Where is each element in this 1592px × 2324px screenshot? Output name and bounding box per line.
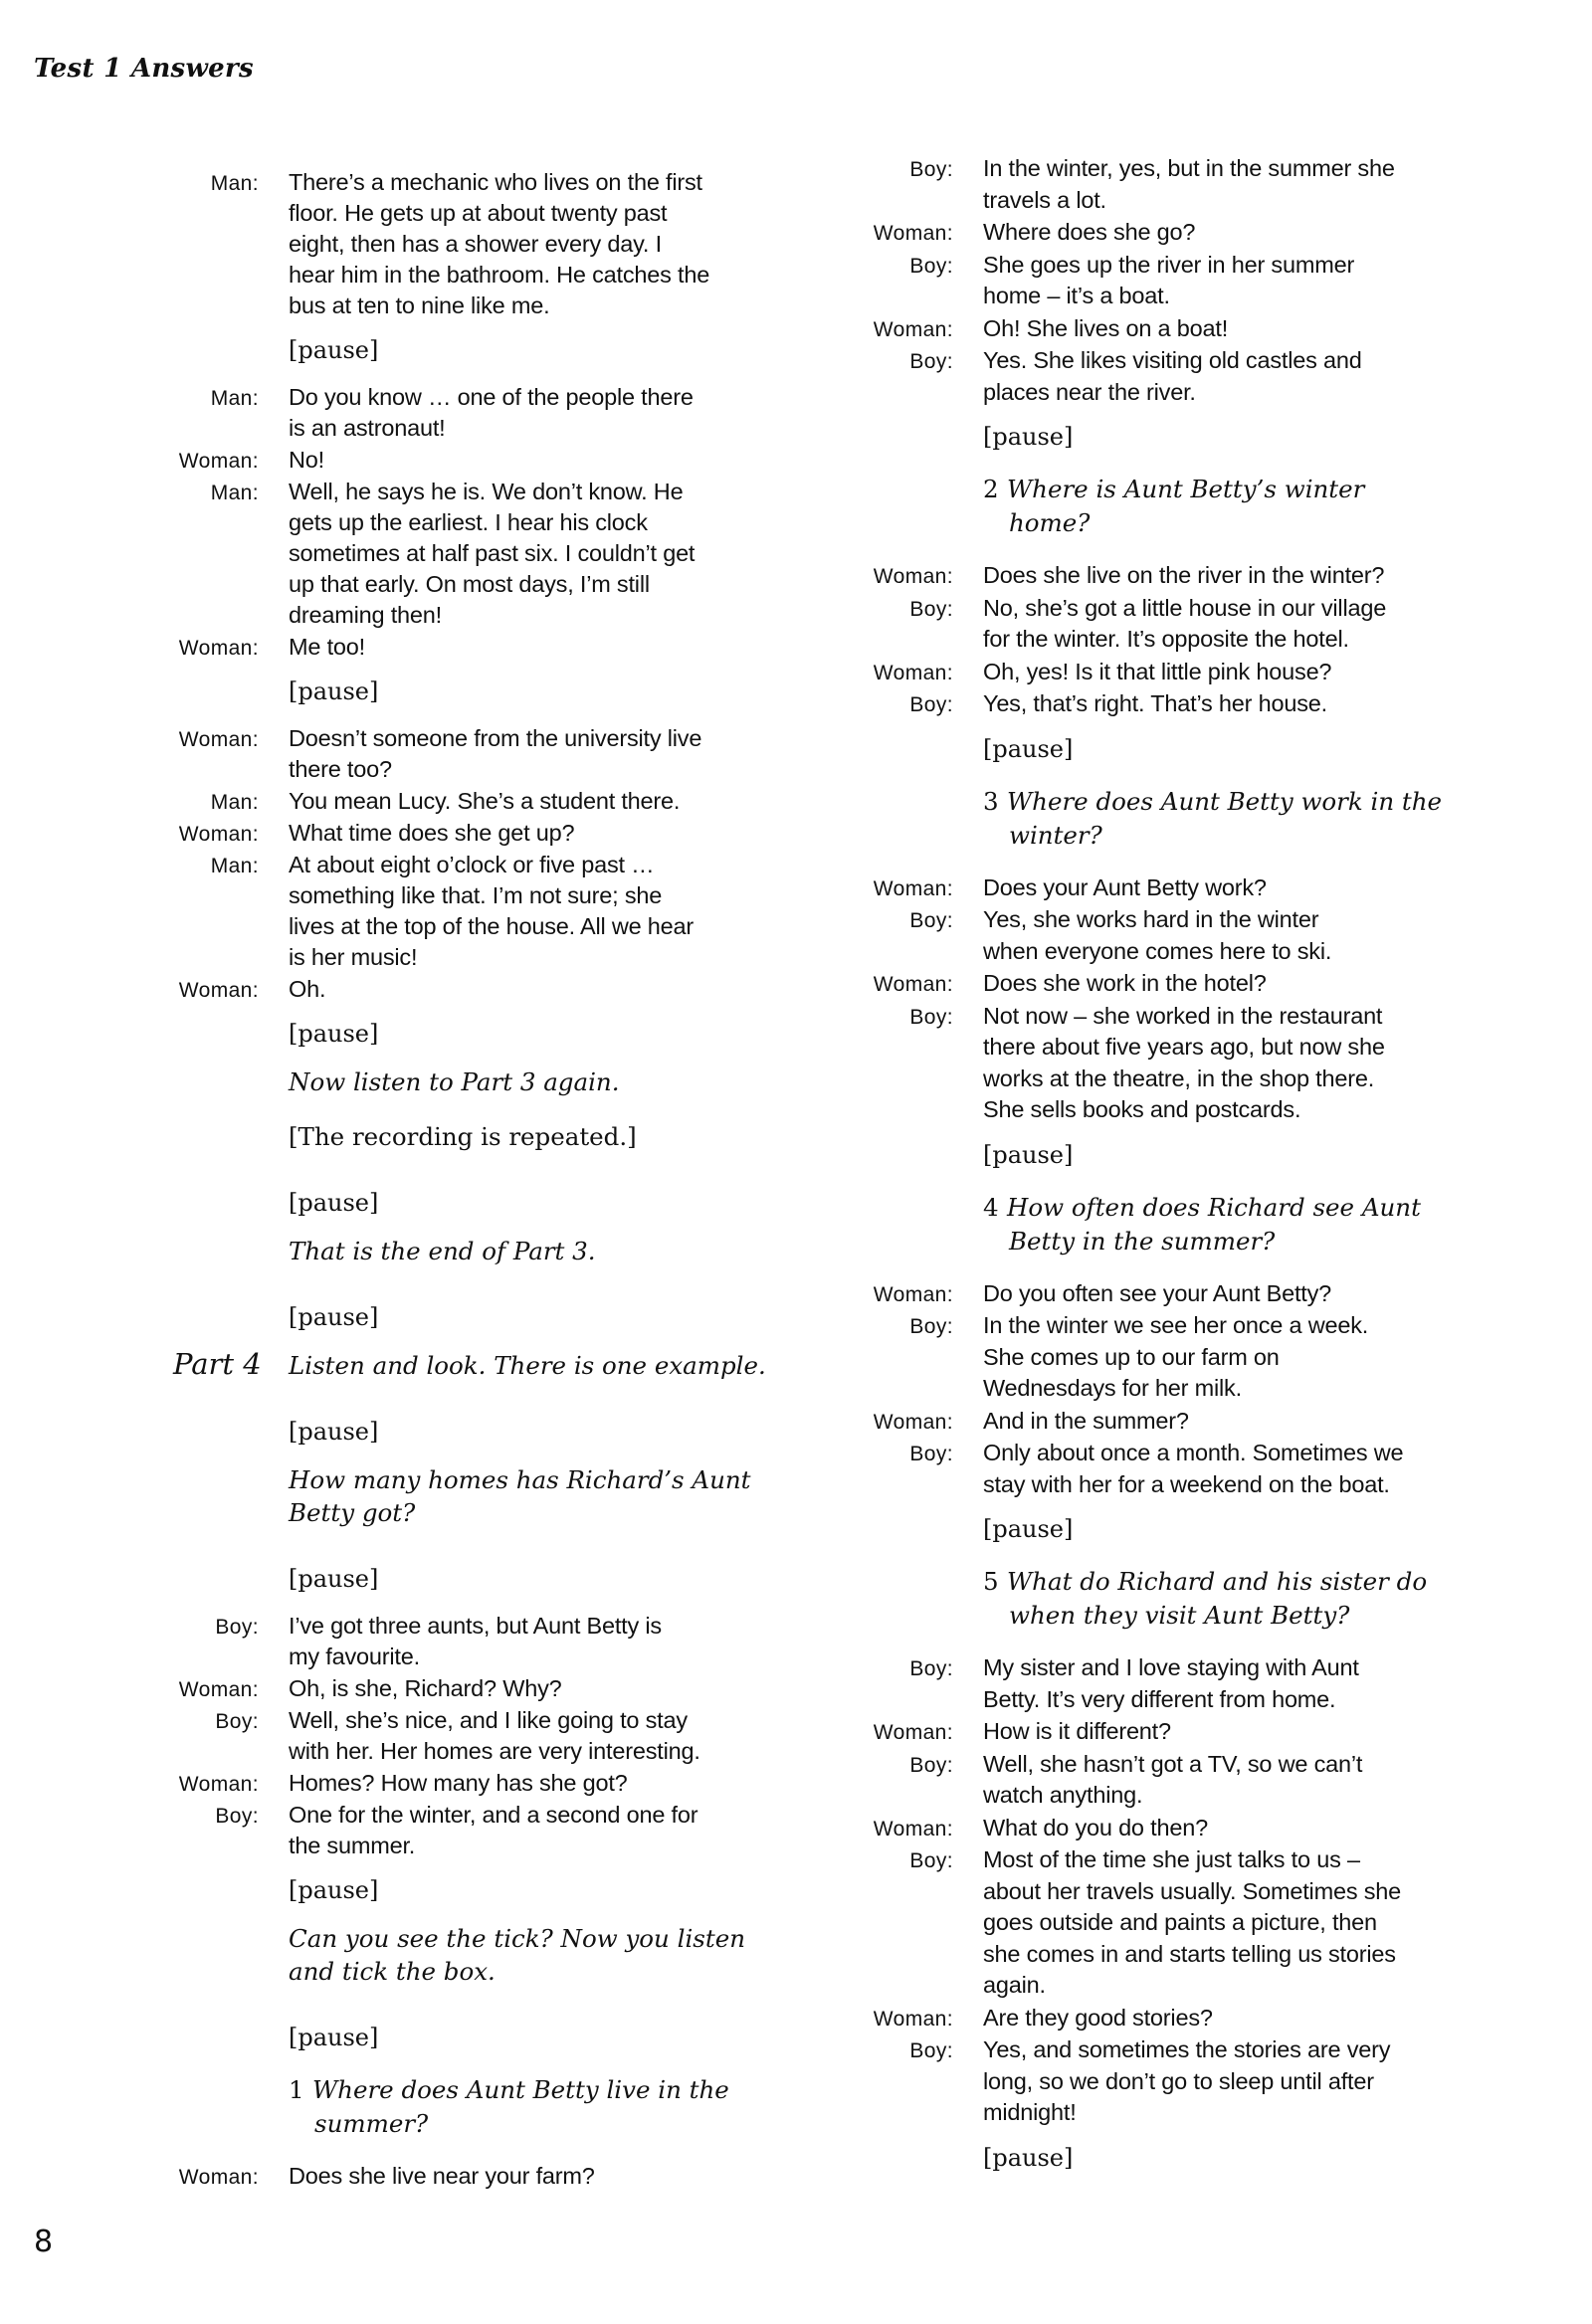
dialogue-line: What time does she get up? — [289, 820, 575, 846]
speaker-label: Woman: — [873, 661, 953, 684]
dialogue-line: Homes? How many has she got? — [289, 1770, 628, 1796]
dialogue-line: home – it’s a boat. — [983, 283, 1170, 308]
dialogue-line: stay with her for a weekend on the boat. — [983, 1470, 1390, 1497]
dialogue-line: One for the winter, and a second one for — [289, 1802, 698, 1828]
pause-cue: [pause] — [289, 1418, 379, 1446]
dialogue-line: for the winter. It’s opposite the hotel. — [983, 626, 1349, 652]
instruction-text: Listen and look. There is one example. — [289, 1351, 766, 1380]
dialogue-line: She sells books and postcards. — [983, 1096, 1301, 1122]
dialogue-line: At about eight o’clock or five past … — [289, 852, 655, 877]
question-text: Where does Aunt Betty work in the — [1007, 786, 1443, 816]
speaker-label: Woman: — [178, 450, 259, 473]
pause-cue: [pause] — [983, 1140, 1074, 1169]
dialogue-line: Well, she’s nice, and I like going to stay — [289, 1707, 688, 1733]
dialogue-line: something like that. I’m not sure; she — [289, 882, 663, 908]
dialogue-line: goes outside and paints a picture, then — [983, 1909, 1377, 1935]
pause-cue: [pause] — [983, 2143, 1074, 2172]
pause-cue: [pause] — [983, 734, 1074, 763]
dialogue-line: Are they good stories? — [983, 2004, 1213, 2031]
dialogue-line: Yes, she works hard in the winter — [983, 906, 1319, 932]
dialogue-line: Most of the time she just talks to us – — [983, 1846, 1360, 1872]
page-header: Test 1 Answers — [34, 54, 254, 84]
question-text: Betty in the summer? — [1009, 1226, 1276, 1256]
dialogue-line: places near the river. — [983, 378, 1196, 405]
dialogue-line: Does she live on the river in the winter? — [983, 562, 1385, 588]
pause-cue: [pause] — [289, 1020, 379, 1048]
dialogue-line: Do you know … one of the people there — [289, 384, 694, 410]
speaker-label: Woman: — [178, 728, 259, 751]
speaker-label: Woman: — [178, 637, 259, 660]
speaker-label: Man: — [210, 387, 259, 410]
speaker-label: Woman: — [873, 973, 953, 996]
dialogue-line: Do you often see your Aunt Betty? — [983, 1279, 1332, 1306]
speaker-label: Woman: — [178, 823, 259, 846]
dialogue-line: Well, she hasn’t got a TV, so we can’t — [983, 1750, 1363, 1777]
dialogue-line: Oh, is she, Richard? Why? — [289, 1675, 562, 1701]
stage-direction: [The recording is repeated.] — [289, 1122, 637, 1151]
instruction-text: and tick the box. — [289, 1957, 496, 1986]
speaker-label: Woman: — [873, 222, 953, 245]
dialogue-line: Yes, that’s right. That’s her house. — [983, 690, 1327, 716]
dialogue-line: floor. He gets up at about twenty past — [289, 200, 668, 226]
speaker-label: Man: — [210, 855, 259, 877]
pause-cue: [pause] — [289, 1565, 379, 1593]
dialogue-line: How is it different? — [983, 1718, 1171, 1744]
dialogue-line: with her. Her homes are very interesting. — [289, 1738, 700, 1764]
pause-cue: [pause] — [289, 2024, 379, 2051]
question-text: Where is Aunt Betty’s winter — [1007, 475, 1365, 503]
dialogue-line: she comes in and starts telling us stories — [983, 1940, 1396, 1967]
speaker-label: Boy: — [909, 1849, 953, 1872]
dialogue-line: there about five years ago, but now she — [983, 1034, 1385, 1060]
dialogue-line: Does your Aunt Betty work? — [983, 873, 1267, 900]
speaker-label: Boy: — [909, 597, 953, 621]
speaker-label: Woman: — [178, 979, 259, 1002]
speaker-label: Woman: — [873, 876, 953, 900]
dialogue-line: about her travels usually. Sometimes she — [983, 1877, 1401, 1904]
dialogue-line: My sister and I love staying with Aunt — [983, 1654, 1359, 1680]
pause-cue: [pause] — [289, 1876, 379, 1904]
dialogue-line: In the winter we see her once a week. — [983, 1312, 1369, 1338]
dialogue-line: up that early. On most days, I’m still — [289, 571, 650, 597]
instruction-text: Now listen to Part 3 again. — [289, 1067, 620, 1096]
dialogue-line: Yes, and sometimes the stories are very — [983, 2036, 1391, 2062]
dialogue-line: again. — [983, 1972, 1046, 1998]
speaker-label: Woman: — [178, 2166, 259, 2189]
pause-cue: [pause] — [289, 1189, 379, 1217]
pause-cue: [pause] — [289, 1303, 379, 1331]
dialogue-line: the summer. — [289, 1833, 416, 1858]
speaker-label: Woman: — [178, 1678, 259, 1701]
dialogue-line: Doesn’t someone from the university live — [289, 725, 702, 751]
dialogue-line: dreaming then! — [289, 602, 442, 628]
speaker-label: Woman: — [873, 2007, 953, 2031]
speaker-label: Man: — [210, 482, 259, 504]
question-number: 4 — [983, 1192, 999, 1222]
question-text: What do Richard and his sister do — [1007, 1567, 1428, 1596]
speaker-label: Woman: — [873, 1282, 953, 1306]
instruction-text: That is the end of Part 3. — [289, 1237, 596, 1265]
question-number: 2 — [983, 475, 999, 503]
dialogue-line: Does she work in the hotel? — [983, 970, 1267, 996]
dialogue-line: eight, then has a shower every day. I — [289, 231, 662, 257]
dialogue-line: gets up the earliest. I hear his clock — [289, 509, 648, 535]
dialogue-line: long, so we don’t go to sleep until after — [983, 2067, 1374, 2094]
instruction-text: How many homes has Richard’s Aunt — [289, 1465, 751, 1494]
dialogue-line: Where does she go? — [983, 219, 1196, 245]
dialogue-line: She goes up the river in her summer — [983, 251, 1355, 278]
pause-cue: [pause] — [983, 423, 1074, 451]
dialogue-line: works at the theatre, in the shop there. — [983, 1065, 1375, 1091]
dialogue-line: She comes up to our farm on — [983, 1343, 1280, 1370]
dialogue-line: In the winter, yes, but in the summer she — [983, 155, 1395, 181]
speaker-label: Woman: — [873, 1721, 953, 1744]
speaker-label: Boy: — [215, 1710, 259, 1733]
dialogue-line: midnight! — [983, 2099, 1077, 2125]
speaker-label: Boy: — [215, 1616, 259, 1639]
dialogue-line: is her music! — [289, 944, 418, 970]
question-number: 1 — [289, 2075, 304, 2104]
speaker-label: Boy: — [909, 1005, 953, 1029]
dialogue-line: What do you do then? — [983, 1814, 1208, 1840]
dialogue-line: Not now – she worked in the restaurant — [983, 1002, 1383, 1029]
speaker-label: Woman: — [178, 1773, 259, 1796]
dialogue-line: sometimes at half past six. I couldn’t get — [289, 540, 696, 566]
question-text: winter? — [1009, 820, 1102, 850]
speaker-label: Woman: — [873, 1410, 953, 1434]
speaker-label: Boy: — [909, 2039, 953, 2062]
question-text: summer? — [314, 2109, 429, 2138]
speaker-label: Boy: — [909, 693, 953, 716]
part-label: Part 4 — [173, 1347, 262, 1381]
dialogue-line: Oh. — [289, 976, 326, 1002]
dialogue-line: There’s a mechanic who lives on the first — [289, 169, 702, 195]
speaker-label: Boy: — [909, 158, 953, 181]
pause-cue: [pause] — [983, 1515, 1074, 1543]
dialogue-line: Only about once a month. Sometimes we — [983, 1440, 1404, 1465]
question-text: when they visit Aunt Betty? — [1009, 1601, 1350, 1630]
dialogue-line: Well, he says he is. We don’t know. He — [289, 479, 684, 504]
speaker-label: Man: — [210, 791, 259, 814]
dialogue-line: Oh, yes! Is it that little pink house? — [983, 658, 1332, 684]
dialogue-line: my favourite. — [289, 1644, 420, 1669]
dialogue-line: hear him in the bathroom. He catches the — [289, 262, 710, 288]
speaker-label: Boy: — [909, 1443, 953, 1465]
instruction-text: Betty got? — [289, 1498, 416, 1527]
dialogue-line: And in the summer? — [983, 1407, 1189, 1434]
dialogue-line: I’ve got three aunts, but Aunt Betty is — [289, 1613, 662, 1639]
dialogue-line: when everyone comes here to ski. — [983, 937, 1332, 964]
dialogue-line: travels a lot. — [983, 186, 1106, 213]
speaker-label: Woman: — [873, 1817, 953, 1840]
speaker-label: Woman: — [873, 317, 953, 341]
dialogue-line: No! — [289, 447, 324, 473]
dialogue-line: You mean Lucy. She’s a student there. — [289, 788, 681, 814]
speaker-label: Woman: — [873, 565, 953, 588]
dialogue-line: Wednesdays for her milk. — [983, 1375, 1242, 1401]
dialogue-line: Betty. It’s very different from home. — [983, 1685, 1336, 1712]
speaker-label: Man: — [210, 172, 259, 195]
pause-cue: [pause] — [289, 678, 379, 705]
dialogue-line: there too? — [289, 756, 392, 782]
speaker-label: Boy: — [215, 1805, 259, 1828]
question-text: How often does Richard see Aunt — [1007, 1192, 1421, 1222]
speaker-label: Boy: — [909, 254, 953, 278]
dialogue-line: is an astronaut! — [289, 415, 446, 441]
speaker-label: Boy: — [909, 1657, 953, 1680]
question-text: home? — [1009, 508, 1091, 537]
speaker-label: Boy: — [909, 909, 953, 932]
pause-cue: [pause] — [289, 336, 379, 364]
speaker-label: Boy: — [909, 350, 953, 373]
question-number: 5 — [983, 1567, 999, 1596]
question-number: 3 — [983, 786, 999, 816]
speaker-label: Boy: — [909, 1753, 953, 1777]
page-number: 8 — [34, 2225, 54, 2259]
dialogue-line: watch anything. — [983, 1782, 1143, 1808]
question-text: Where does Aunt Betty live in the — [312, 2075, 729, 2104]
dialogue-line: No, she’s got a little house in our village — [983, 594, 1387, 621]
dialogue-line: bus at ten to nine like me. — [289, 292, 550, 318]
instruction-text: Can you see the tick? Now you listen — [289, 1924, 745, 1953]
speaker-label: Boy: — [909, 1315, 953, 1338]
dialogue-line: Yes. She likes visiting old castles and — [983, 347, 1362, 373]
dialogue-line: lives at the top of the house. All we hear — [289, 913, 695, 939]
dialogue-line: Does she live near your farm? — [289, 2163, 595, 2189]
dialogue-line: Me too! — [289, 634, 365, 660]
dialogue-line: Oh! She lives on a boat! — [983, 314, 1229, 341]
